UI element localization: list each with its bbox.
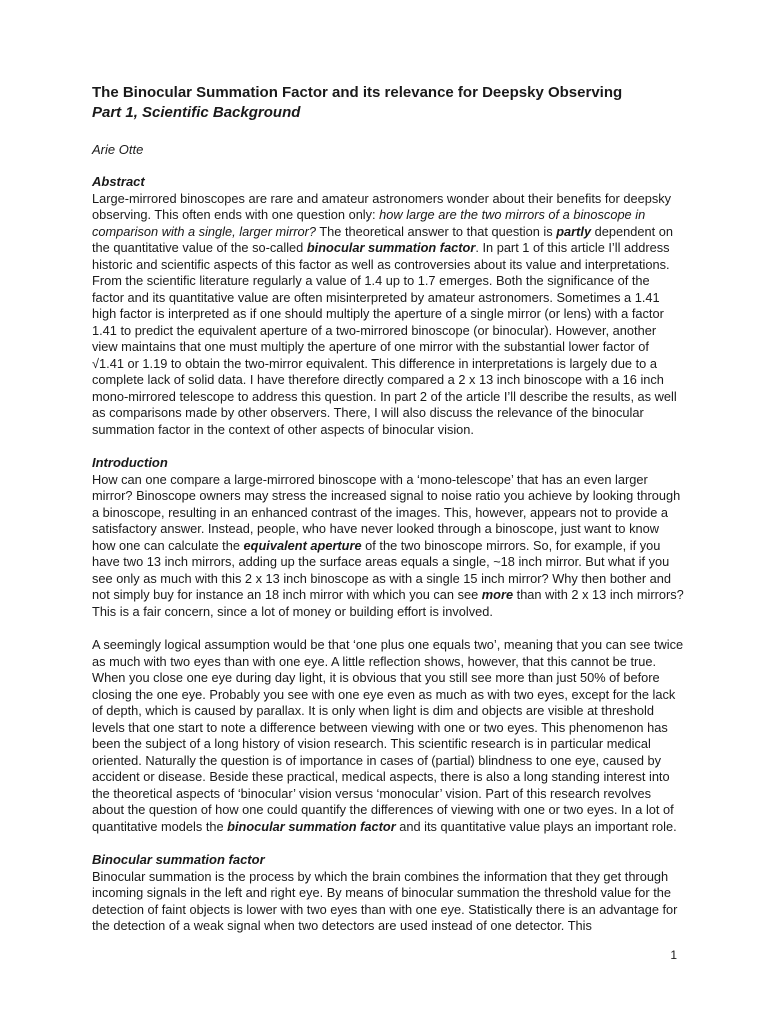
intro-text: and its quantitative value plays an important role. (395, 818, 677, 834)
abstract-text: Large-mirrored binoscopes are rare and amateur astronomers wonder about their benefits for deepsky observing. This often ends with one question only: (92, 190, 672, 222)
abstract-question: how large are the two mirrors of a binoscope in comparison with a single, larger mirror? (92, 207, 646, 239)
abstract-heading: Abstract (92, 174, 145, 189)
abstract-text: . In part 1 of this article I’ll address historic and scientific aspects of this factor as well as controversies about its value and interpretations. From the scientific literature regularly a value of 1.4 up to 1.7 emerges. Both the significance of the factor and its quantitative value are often misinterpreted by amateur astronomers. Sometimes a 1.41 high factor is interpreted as if one should multiply the aperture of a single mirror (or lens) with a factor 1.41 to predict the equivalent aperture of a two-mirrored binoscope (or binocular). However, another view maintains that one must multiply the aperture of one mirror with the substantial lower factor of √1.41 or 1.19 to obtain the two-mirror equivalent. This difference in interpretations is largely due to a complete lack of solid data. I have therefore directly compared a 2 x 13 inch binoscope with a 16 inch mono-mirrored telescope to address this question. In part 2 of the article I’ll describe the results, as well as comparisons made by other observers. There, I will also discuss the relevance of the binocular summation factor in the context of other aspects of binocular vision. (92, 240, 677, 437)
abstract-paragraph (92, 191, 684, 439)
intro-text: than with 2 x 13 inch mirrors? This is a fair concern, since a lot of money or building effort is involved. (92, 587, 684, 619)
abstract-text: The theoretical answer to that question is (316, 223, 557, 239)
intro-term: equivalent aperture (243, 537, 362, 553)
intro-text: How can one compare a large-mirrored binoscope with a ‘mono-telescope’ that has an even larger mirror? Binoscope owners may stress the increased signal to noise ratio you achieve by looking through a binoscope, resulting in an enhanced contrast of the images. This, however, appears not to provide a satisfactory answer. Instead, people, who have never looked through a binoscope, just want to know how one can calculate the (92, 471, 681, 553)
intro-text: A seemingly logical assumption would be that ‘one plus one equals two’, meaning that you can see twice as much with two eyes than with one eye. A little reflection shows, however, that this cannot be true. When you close one eye during day light, it is obvious that you still see more than just 50% of before closing the one eye. Probably you see with one eye even as much as with two eyes, except for the lack of depth, which is caused by parallax. It is only when light is dim and objects are visible at threshold levels that one start to note a difference between viewing with one or two eyes. This phenomenon has been the subject of a long history of vision research. This scientific research is in particular medical oriented. Naturally the question is of importance in cases of (partial) blindness to one eye, caused by accident or disease. Beside these practical, medical aspects, there is also a long standing interest into the theoretical aspects of ‘binocular’ vision versus ‘monocular’ vision. Part of this research revolves about the question of how one could quantify the differences of viewing with one or two eyes. In a lot of quantitative models the (92, 637, 684, 834)
page-number: 1 (670, 948, 677, 962)
abstract-emphasis: partly (556, 223, 592, 239)
introduction-heading: Introduction (92, 455, 168, 470)
intro-emphasis: more (481, 587, 514, 602)
intro-text: of the two binoscope mirrors. So, for example, if you have two 13 inch mirrors, adding up the surface areas equals a single, ~18 inch mirror. But what if you see only as much with this 2 x 13 inch binoscope as with a single 15 inch mirror? Why then bother and not simply buy for instance an 18 inch mirror with which you can see (92, 537, 672, 602)
document-subtitle: Part 1, Scientific Background (92, 104, 301, 121)
abstract-term: binocular summation factor (306, 240, 476, 255)
intro-term: binocular summation factor (227, 818, 396, 834)
summation-heading: Binocular summation factor (92, 852, 265, 867)
abstract-text: dependent on the quantitative value of the so-called (92, 223, 673, 255)
introduction-paragraph-1 (92, 472, 684, 621)
page-content (92, 83, 684, 935)
introduction-paragraph-2 (92, 637, 684, 835)
author-name: Arie Otte (92, 142, 144, 157)
summation-paragraph: Binocular summation is the process by which the brain combines the information that they get through incoming signals in the left and right eye. By means of binocular summation the threshold value for the detection of faint objects is lower with two eyes than with one eye. Statistically there is an advantage for the detection of a weak signal when two detectors are used instead of one detector. This (92, 868, 678, 933)
document-title: The Binocular Summation Factor and its relevance for Deepsky Observing (92, 84, 623, 101)
